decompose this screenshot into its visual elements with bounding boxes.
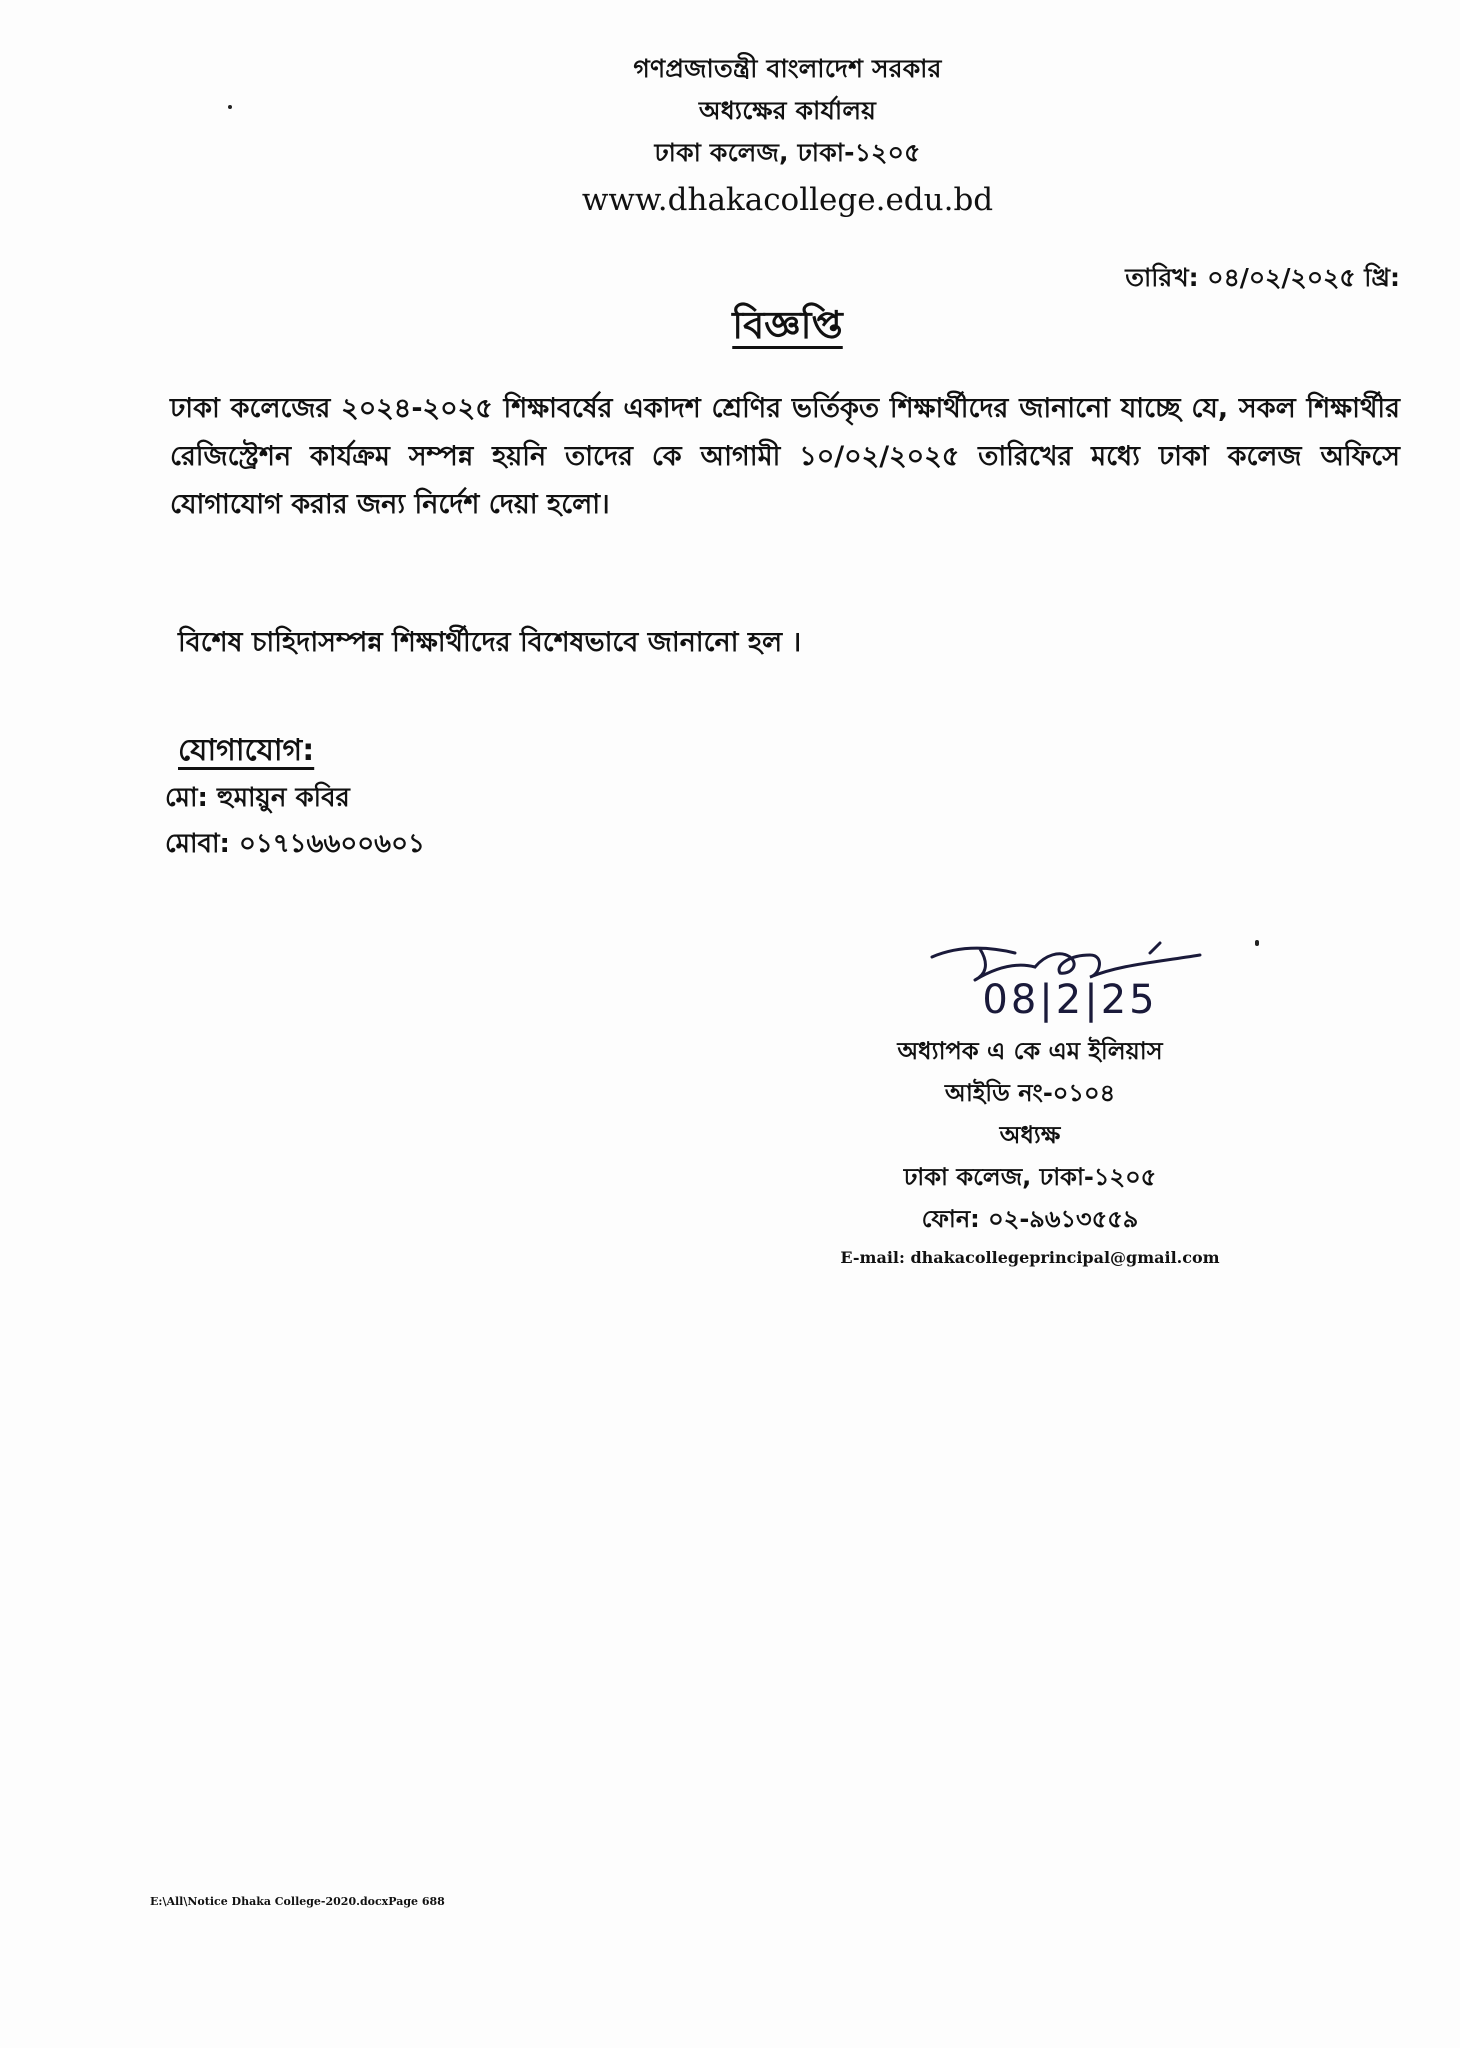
contact-phone: মোবা: ০১৭১৬৬০০৬০১ xyxy=(165,829,425,859)
contact-name: মো: হুমায়ুন কবির xyxy=(165,783,350,813)
notice-title: বিজ্ঞপ্তি xyxy=(732,303,843,347)
website-url: www.dhakacollege.edu.bd xyxy=(581,182,994,218)
signatory-designation: অধ্যক্ষ xyxy=(999,1121,1061,1149)
signatory-name: অধ্যাপক এ কে এম ইলিয়াস xyxy=(897,1037,1163,1065)
signatory-id: আইডি নং-০১০৪ xyxy=(944,1079,1116,1107)
scan-speck xyxy=(1255,940,1259,946)
notice-title-wrap xyxy=(0,296,1460,360)
letterhead xyxy=(0,48,1460,222)
signature-date: 08|2|25 xyxy=(982,977,1158,1023)
government-name: গণপ্রজাতন্ত্রী বাংলাদেশ সরকার xyxy=(633,54,942,83)
signatory-block xyxy=(780,1030,1280,1276)
document-footer: E:\All\Notice Dhaka College-2020.docxPage 688 xyxy=(150,1895,445,1908)
college-address: ঢাকা কলেজ, ঢাকা-১২০৫ xyxy=(654,138,921,167)
contact-heading: যোগাযোগ: xyxy=(178,733,315,768)
signatory-email: E-mail: dhakacollegeprincipal@gmail.com xyxy=(840,1248,1220,1267)
notice-body: ঢাকা কলেজের ২০২৪-২০২৫ শিক্ষাবর্ষের একাদশ শ্রেণির ভর্তিকৃত শিক্ষার্থীদের জানানো যাচ্ছে যে, সকল শিক্ষার্থীর রেজিস্ট্রেশন কার্যক্রম সম্পন্ন হয়নি তাদের কে আগামী ১০/০২/২০২৫ তারিখের মধ্যে ঢাকা কলেজ অফিসে যোগাযোগ করার জন্য নির্দেশ দেয়া হলো। xyxy=(170,393,1400,520)
handwritten-signature xyxy=(920,935,1220,1025)
notice-date: তারিখ: ০৪/০২/২০২৫ খ্রি: xyxy=(1125,263,1400,292)
signatory-phone: ফোন: ০২-৯৬১৩৫৫৯ xyxy=(921,1205,1139,1233)
special-note: বিশেষ চাহিদাসম্পন্ন শিক্ষার্থীদের বিশেষভাবে জানানো হল । xyxy=(178,627,802,658)
signatory-address: ঢাকা কলেজ, ঢাকা-১২০৫ xyxy=(903,1163,1157,1191)
office-name: অধ্যক্ষের কার্যালয় xyxy=(698,96,877,125)
